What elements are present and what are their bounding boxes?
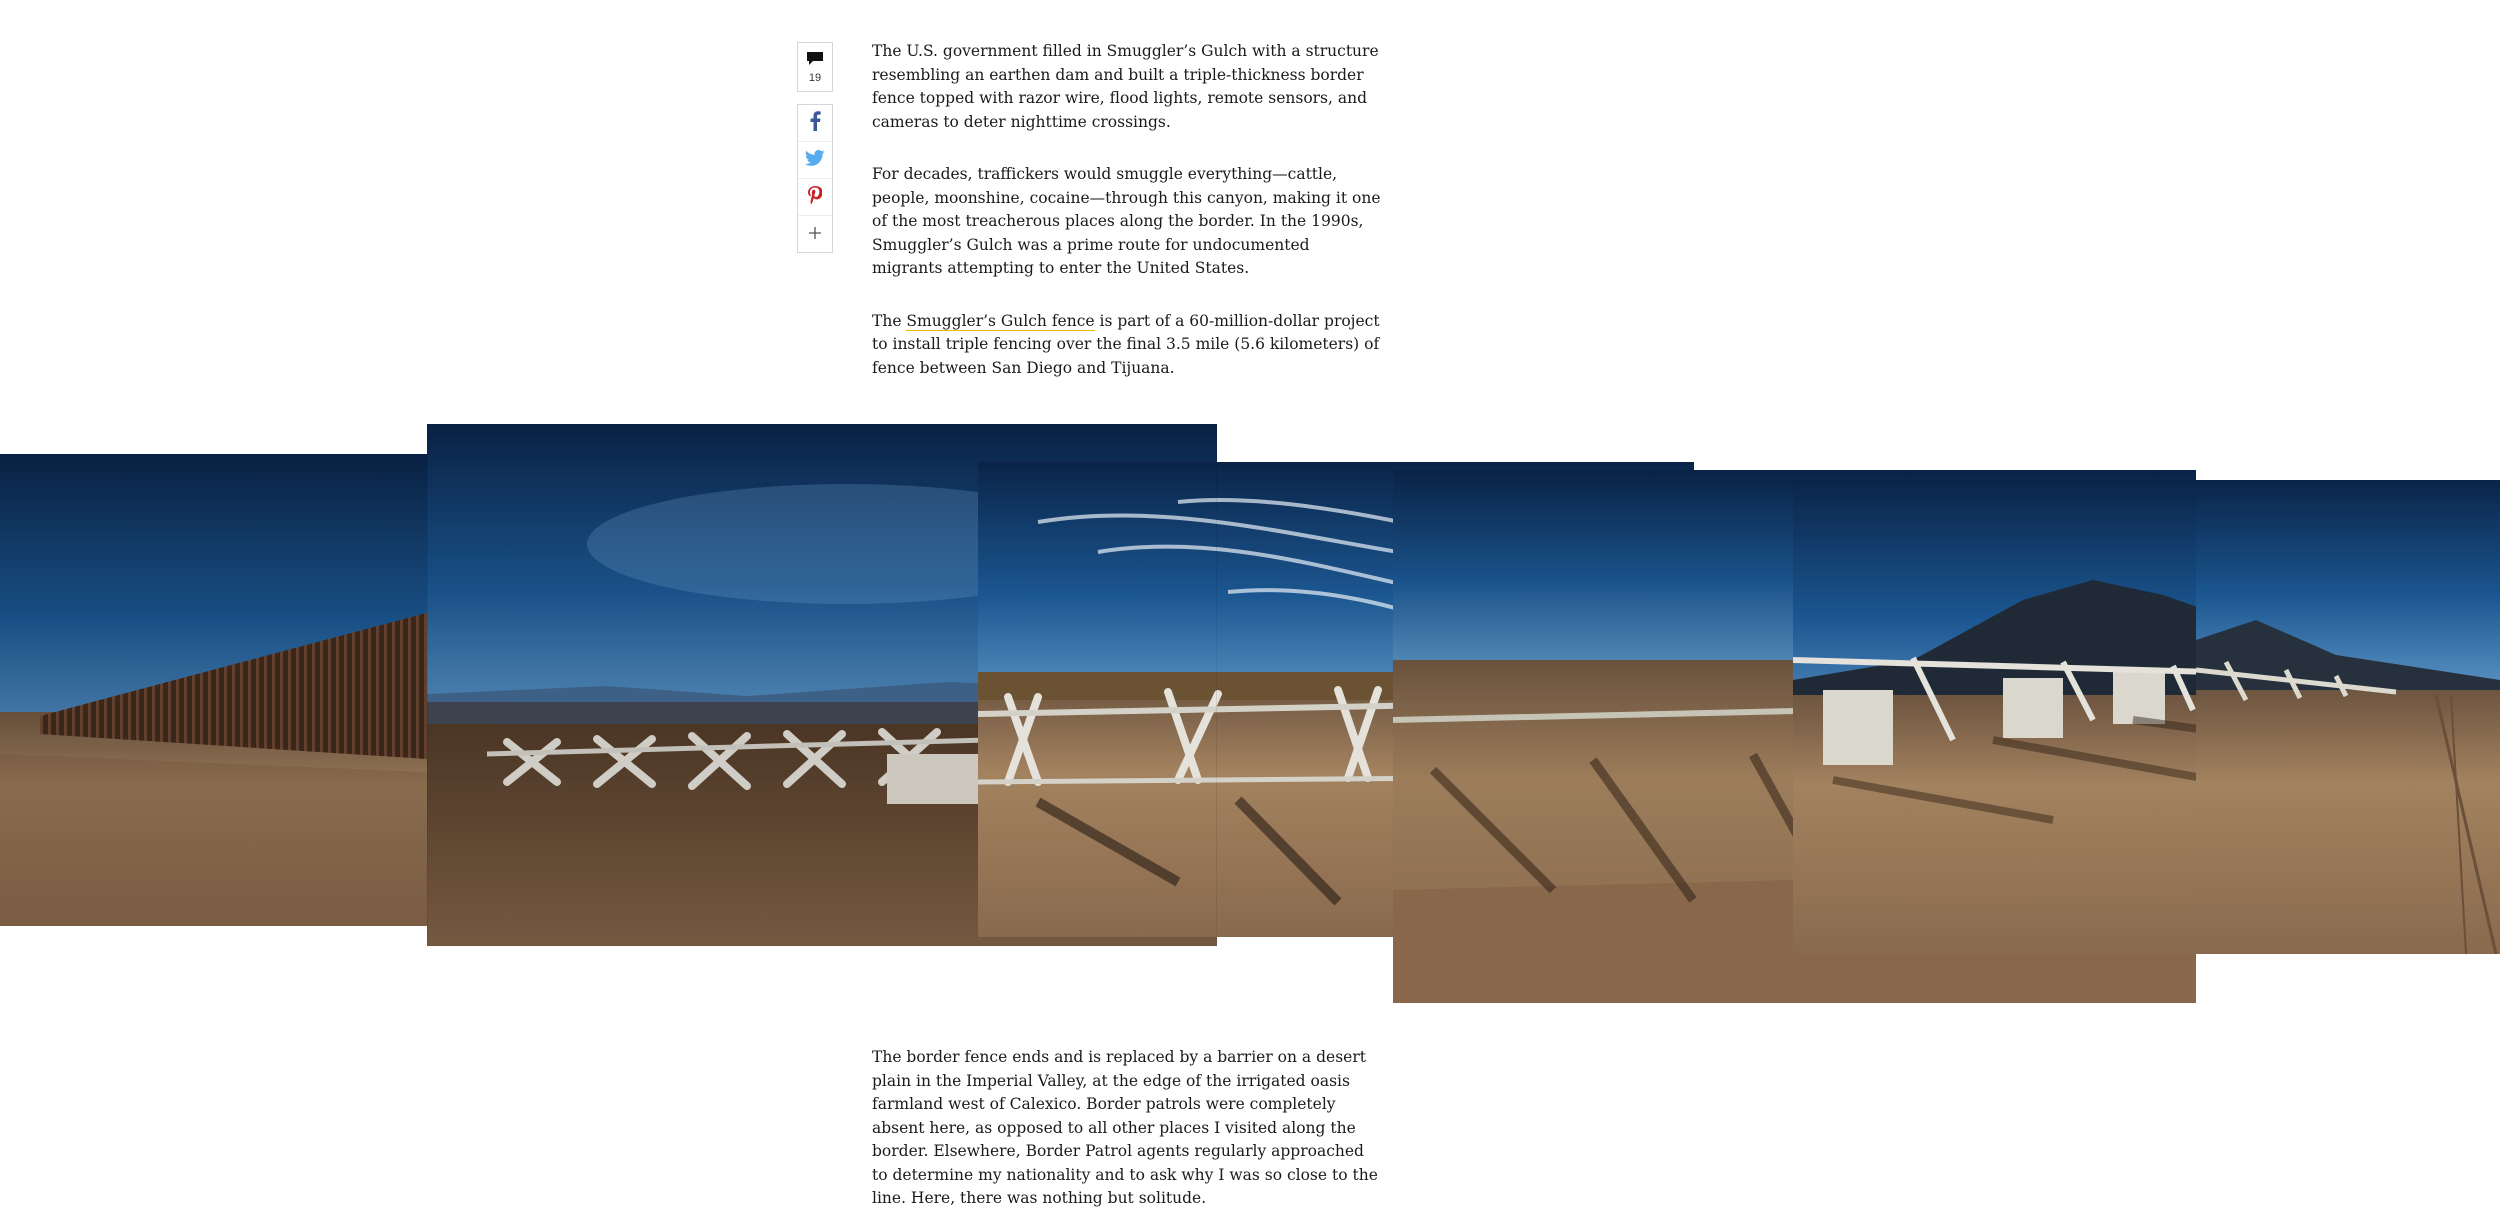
x-barriers-photo — [427, 424, 1217, 946]
article-paragraph: The border fence ends and is replaced by a barrier on a desert plain in the Imperial Valley, at the edge of the irrigated oasis farmland west of Calexico. Border patrols were completely absent here, as opposed to all other places I visited along the border. Elsewhere, Border Patrol agents regularly approached to determine my nationality and to ask why I was so close to the line. Here, there was nothing but solitude. — [872, 1048, 1378, 1207]
photo-panel-outline — [427, 424, 1217, 946]
mountain-photo — [1793, 480, 2500, 954]
border-wall-photo — [0, 454, 706, 926]
article-paragraph — [872, 310, 1382, 381]
article-body-top — [872, 40, 1382, 380]
more-share-button[interactable] — [798, 215, 832, 252]
facebook-share-button[interactable] — [798, 105, 832, 141]
article-paragraph: For decades, traffickers would smuggle everything—cattle, people, moonshine, cocaine—through this canyon, making it one of the most treacherous places along the border. In the 1990s, Smuggler’s Gulch was a prime route for undocumented migrants attempting to enter the United States. — [872, 165, 1381, 277]
share-list — [797, 104, 833, 253]
photo-panel-desert-ground — [1393, 470, 2196, 1003]
twitter-icon — [805, 150, 825, 170]
desert-ground-photo — [1393, 470, 2196, 1003]
article-paragraph: The U.S. government filled in Smuggler’s Gulch with a structure resembling an earthen dam and built a triple-thickness border fence topped with razor wire, flood lights, remote sensors, and cameras to deter nighttime crossings. — [872, 42, 1379, 131]
plus-icon — [808, 225, 822, 244]
far-desert-photo — [2196, 480, 2500, 954]
paragraph-text: is part of a 60-million-dollar project to install triple fencing over the final 3.5 mile (5.6 kilometers) of fence between San Diego and Tijuana. — [872, 311, 1380, 377]
photo-panel-far-desert — [2196, 480, 2500, 954]
twitter-share-button[interactable] — [798, 141, 832, 178]
smugglers-gulch-fence-link[interactable]: Smuggler’s Gulch fence — [906, 311, 1095, 330]
photo-panel-border-wall — [0, 454, 706, 926]
photo-panel-vehicle-barrier — [978, 462, 1694, 937]
pinterest-icon — [808, 186, 822, 209]
vehicle-barrier-photo — [978, 462, 1694, 937]
comments-button[interactable] — [797, 42, 833, 92]
pinterest-share-button[interactable] — [798, 178, 832, 215]
photo-panel-x-barriers — [427, 424, 1217, 946]
comment-icon — [806, 51, 824, 70]
photo-panel-mountain — [1793, 480, 2500, 954]
share-rail — [797, 42, 835, 253]
article-body-bottom — [872, 1046, 1382, 1211]
comment-count: 19 — [808, 71, 822, 84]
facebook-icon — [810, 111, 821, 135]
paragraph-text: The — [872, 311, 907, 330]
